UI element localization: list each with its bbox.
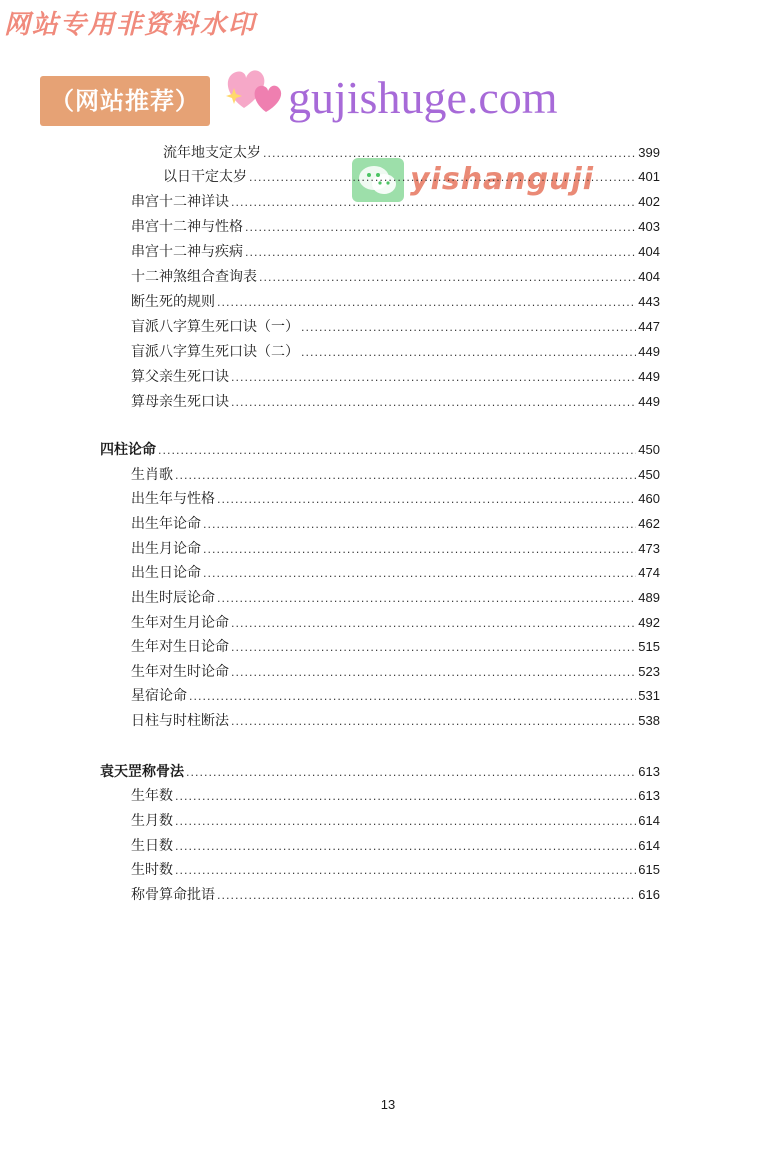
toc-entry-title: 生日数 <box>131 838 173 854</box>
toc-entry <box>163 141 660 163</box>
toc-entry <box>131 290 660 312</box>
toc-leader-dots <box>231 615 636 633</box>
toc-leader-dots <box>189 688 636 706</box>
toc-entry-page: 401 <box>638 169 660 184</box>
toc-entry-title: 四柱论命 <box>100 442 156 458</box>
toc-entry-title: 出生年论命 <box>131 516 201 532</box>
toc-entry-page: 474 <box>638 565 660 580</box>
toc-entry <box>131 315 660 337</box>
toc-leader-dots <box>231 713 636 731</box>
toc-entry-page: 515 <box>638 639 660 654</box>
toc-leader-dots <box>217 590 636 608</box>
toc-entry-title: 生年数 <box>131 788 173 804</box>
toc-entry-title: 生年对生日论命 <box>131 639 229 655</box>
toc-leader-dots <box>175 862 636 880</box>
toc-entry <box>131 240 660 262</box>
toc-entry-page: 489 <box>638 590 660 605</box>
toc-entry <box>163 165 660 187</box>
toc-entry-page: 613 <box>638 788 660 803</box>
toc-leader-dots <box>231 394 636 412</box>
toc-entry-page: 404 <box>638 244 660 259</box>
toc-entry-title: 盲派八字算生死口诀（二） <box>131 344 299 360</box>
toc-leader-dots <box>245 244 636 262</box>
toc-leader-dots <box>231 639 636 657</box>
toc-entry <box>131 390 660 412</box>
toc-entry-page: 449 <box>638 369 660 384</box>
toc-leader-dots <box>175 838 636 856</box>
toc-leader-dots <box>301 344 636 362</box>
toc-entry-page: 449 <box>638 344 660 359</box>
toc-entry <box>131 635 660 657</box>
toc-entry-title: 断生死的规则 <box>131 294 215 310</box>
toc-leader-dots <box>203 541 636 559</box>
toc-entry <box>131 858 660 880</box>
toc-entry-page: 473 <box>638 541 660 556</box>
toc-entry-title: 生肖歌 <box>131 467 173 483</box>
toc-entry <box>131 463 660 485</box>
toc-entry-title: 算父亲生死口诀 <box>131 369 229 385</box>
toc-leader-dots <box>158 442 636 460</box>
toc-entry-page: 613 <box>638 764 660 779</box>
toc-entry-title: 生年对生月论命 <box>131 615 229 631</box>
toc-entry-title: 盲派八字算生死口诀（一） <box>131 319 299 335</box>
toc-entry-page: 615 <box>638 862 660 877</box>
toc-entry <box>131 265 660 287</box>
toc-leader-dots <box>217 294 636 312</box>
toc-leader-dots <box>231 664 636 682</box>
toc-entry-title: 十二神煞组合查询表 <box>131 269 257 285</box>
toc-entry-title: 出生日论命 <box>131 565 201 581</box>
toc-entry-page: 538 <box>638 713 660 728</box>
toc-entry-page: 402 <box>638 194 660 209</box>
toc-entry-page: 460 <box>638 491 660 506</box>
toc-entry <box>131 586 660 608</box>
toc-entry-page: 523 <box>638 664 660 679</box>
toc-leader-dots <box>231 194 636 212</box>
hearts-icon <box>222 58 288 116</box>
toc-leader-dots <box>203 565 636 583</box>
toc-entry <box>131 611 660 633</box>
toc-entry-title: 称骨算命批语 <box>131 887 215 903</box>
toc-entry-title: 出生时辰论命 <box>131 590 215 606</box>
toc-leader-dots <box>203 516 636 534</box>
toc-entry <box>131 561 660 583</box>
toc-leader-dots <box>175 467 636 485</box>
toc-leader-dots <box>186 764 636 782</box>
toc-entry-page: 462 <box>638 516 660 531</box>
toc-leader-dots <box>175 813 636 831</box>
toc-entry-title: 出生年与性格 <box>131 491 215 507</box>
toc-entry <box>131 809 660 831</box>
toc-leader-dots <box>245 219 636 237</box>
watermark-badge: （网站推荐） <box>40 76 210 126</box>
toc-leader-dots <box>249 169 636 187</box>
toc-entry-page: 447 <box>638 319 660 334</box>
toc-entry-title: 袁天罡称骨法 <box>100 764 184 780</box>
watermark-wechat-text: yishanguji <box>410 162 595 197</box>
toc-entry <box>131 834 660 856</box>
toc-entry-title: 星宿论命 <box>131 688 187 704</box>
toc-entry-title: 串宫十二神与疾病 <box>131 244 243 260</box>
toc-leader-dots <box>263 145 636 163</box>
page-number: 13 <box>380 1097 396 1112</box>
toc-leader-dots <box>217 491 636 509</box>
toc-entry-page: 404 <box>638 269 660 284</box>
toc-section-heading <box>100 760 660 782</box>
toc-entry-title: 流年地支定太岁 <box>163 145 261 161</box>
toc-entry <box>131 883 660 905</box>
toc-entry <box>131 784 660 806</box>
toc-entry-page: 614 <box>638 813 660 828</box>
toc-entry-page: 492 <box>638 615 660 630</box>
toc-entry-page: 450 <box>638 467 660 482</box>
toc-entry-title: 生年对生时论命 <box>131 664 229 680</box>
toc-entry <box>131 512 660 534</box>
toc-entry-title: 日柱与时柱断法 <box>131 713 229 729</box>
toc-entry-page: 614 <box>638 838 660 853</box>
toc-entry <box>131 340 660 362</box>
toc-leader-dots <box>301 319 636 337</box>
toc-leader-dots <box>175 788 636 806</box>
toc-entry-page: 443 <box>638 294 660 309</box>
toc-entry-page: 399 <box>638 145 660 160</box>
toc-entry-title: 以日干定太岁 <box>163 169 247 185</box>
toc-entry-page: 449 <box>638 394 660 409</box>
toc-entry-page: 403 <box>638 219 660 234</box>
watermark-top-text: 网站专用非资料水印 <box>4 10 257 40</box>
toc-entry <box>131 709 660 731</box>
toc-leader-dots <box>231 369 636 387</box>
watermark-url: gujishuge.com <box>288 72 558 123</box>
toc-entry <box>131 684 660 706</box>
toc-entry <box>131 537 660 559</box>
toc-entry <box>131 190 660 212</box>
toc-entry-page: 616 <box>638 887 660 902</box>
toc-leader-dots <box>217 887 636 905</box>
toc-entry-title: 出生月论命 <box>131 541 201 557</box>
toc-entry-page: 531 <box>638 688 660 703</box>
toc-entry-title: 算母亲生死口诀 <box>131 394 229 410</box>
toc-entry-title: 生月数 <box>131 813 173 829</box>
toc-entry <box>131 660 660 682</box>
toc-entry <box>131 215 660 237</box>
toc-leader-dots <box>259 269 636 287</box>
toc-section-heading <box>100 438 660 460</box>
toc-entry-title: 生时数 <box>131 862 173 878</box>
toc-entry-page: 450 <box>638 442 660 457</box>
toc-entry <box>131 365 660 387</box>
toc-entry <box>131 487 660 509</box>
toc-entry-title: 串宫十二神与性格 <box>131 219 243 235</box>
toc-entry-title: 串宫十二神详诀 <box>131 194 229 210</box>
